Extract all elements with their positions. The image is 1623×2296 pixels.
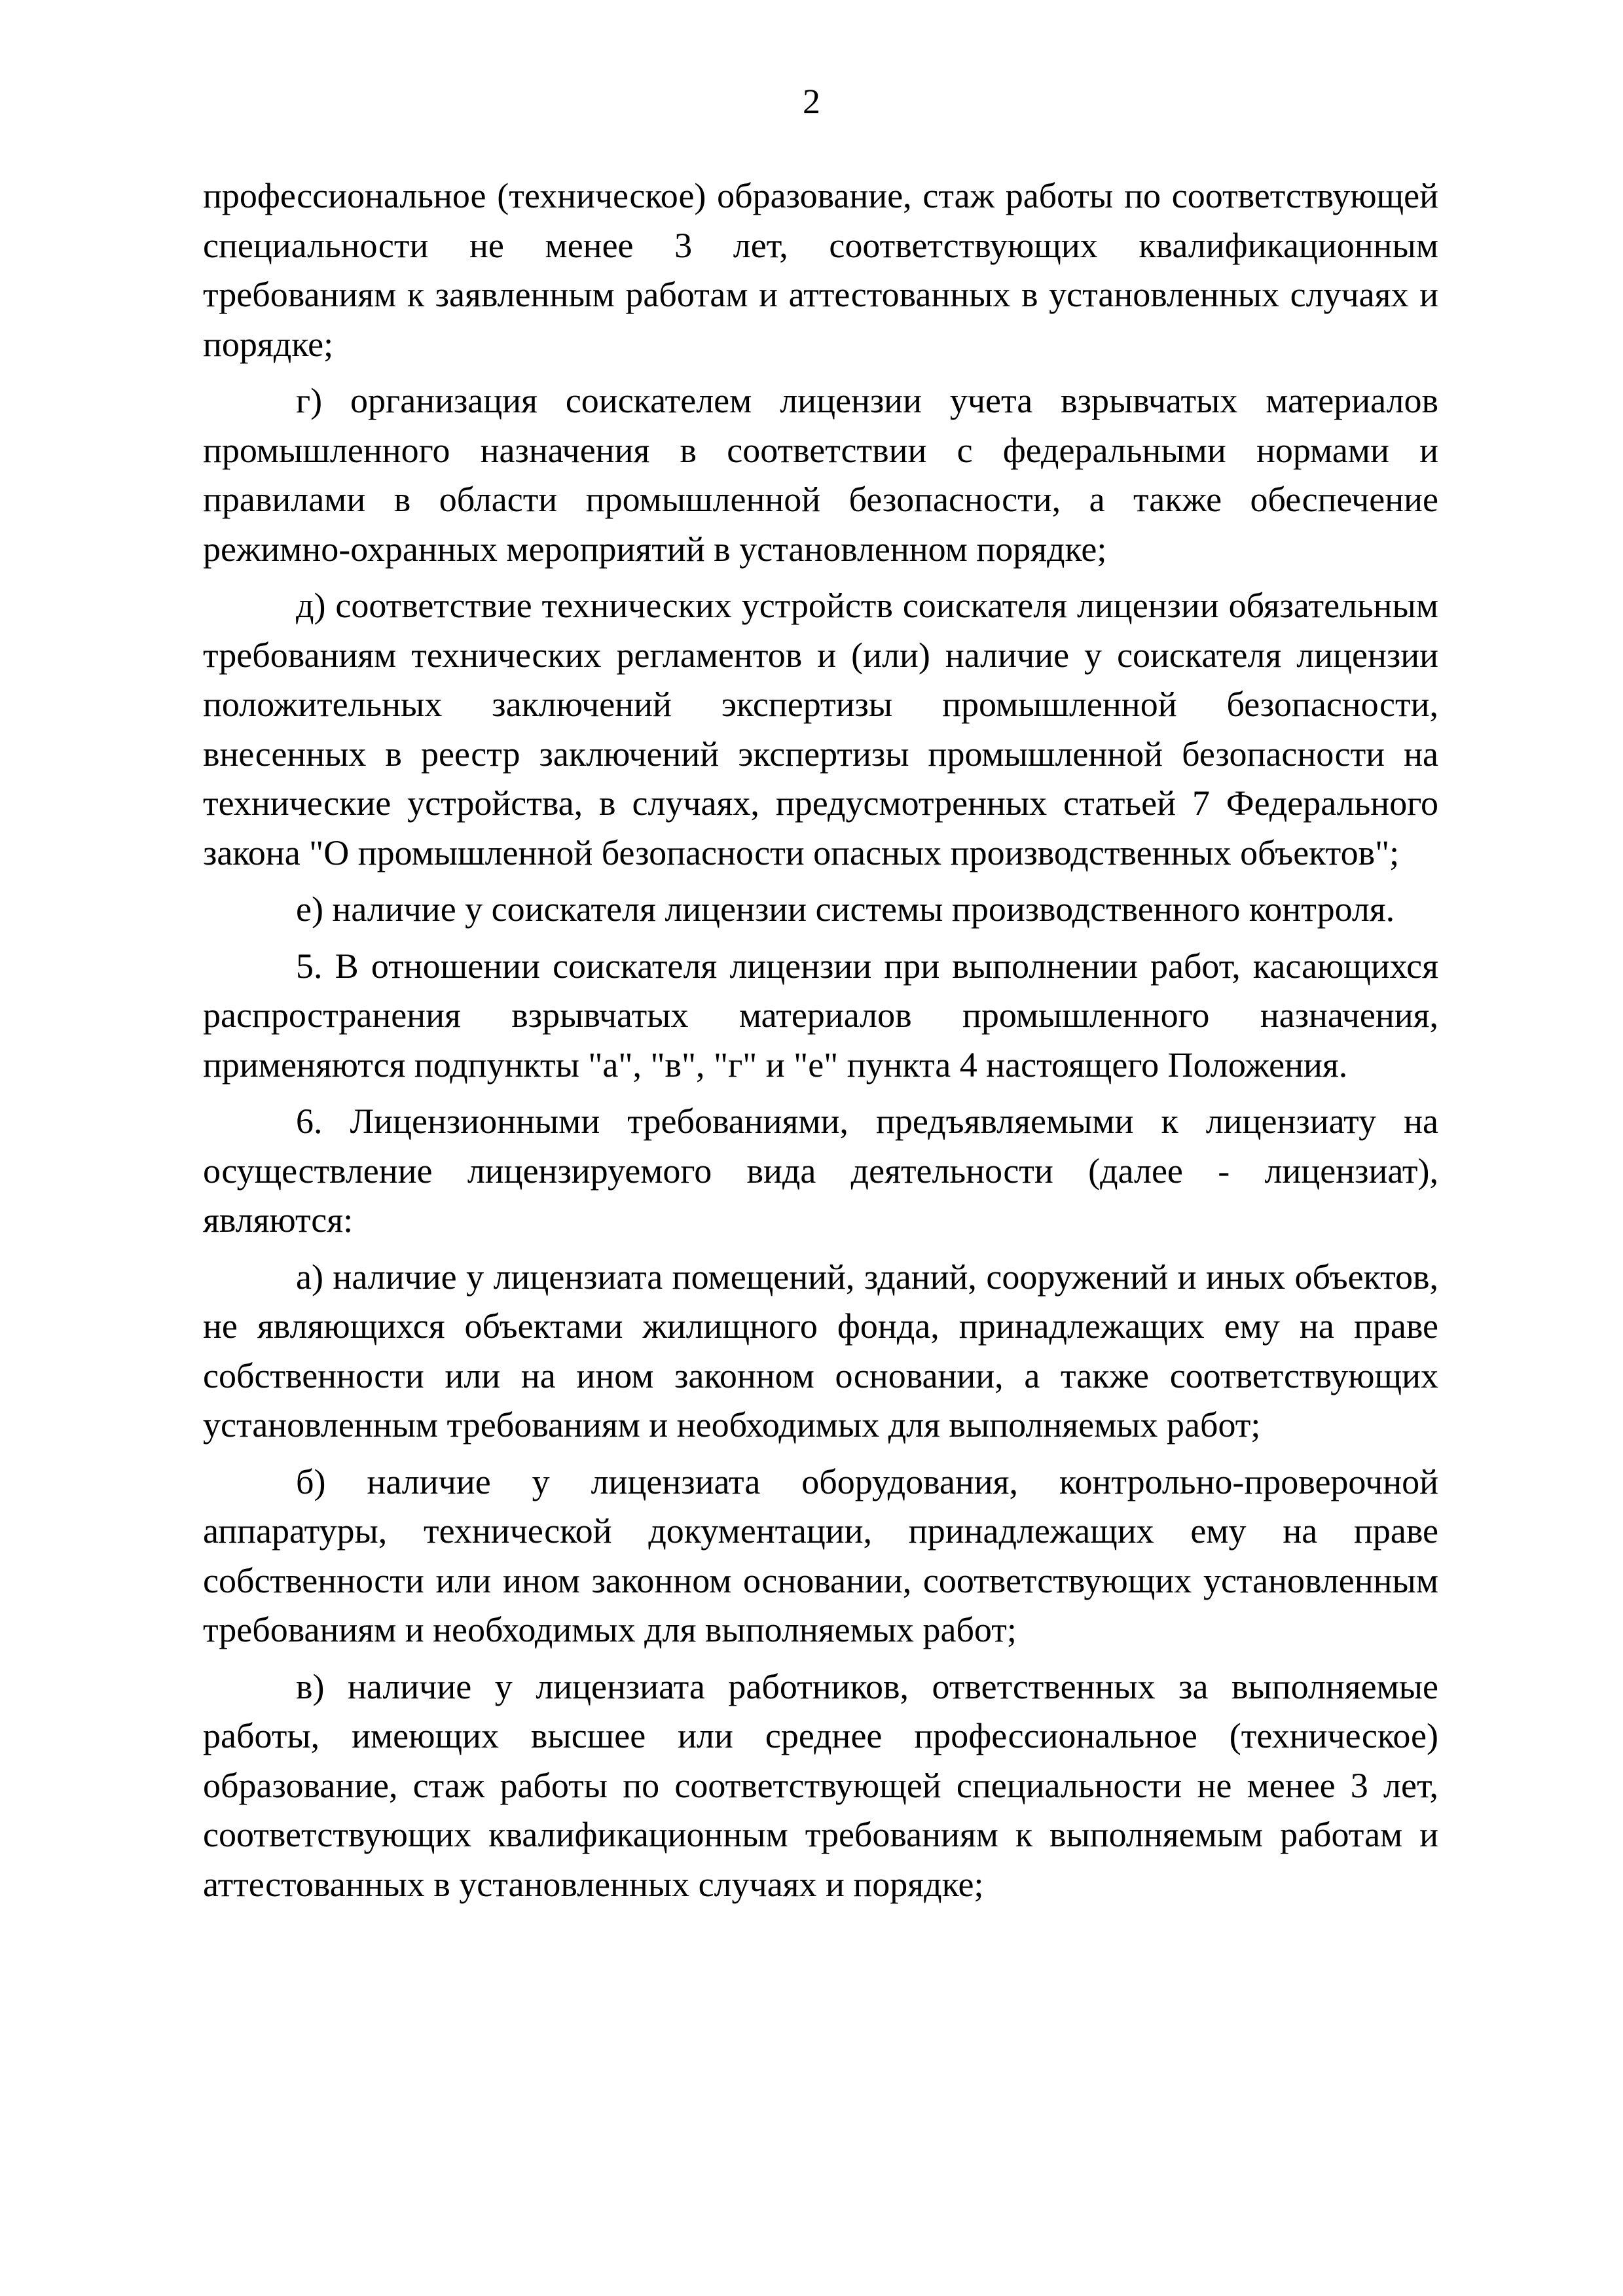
paragraph-item-g: г) организация соискателем лицензии учета взрывчатых материалов промышленного назначения в соответствии с федеральными нормами и правилами в области промышленной безопасности, а также обеспечение режимно-охранных мероприятий в установленном порядке; (203, 381, 1438, 569)
paragraph-item-b: б) наличие у лицензиата оборудования, контрольно-проверочной аппаратуры, технической документации, принадлежащих ему на праве собственности или ином законном основании, соответствующих установленным требованиям и необходимых для выполняемых работ; (203, 1462, 1438, 1649)
paragraph-item-d: д) соответствие технических устройств соискателя лицензии обязательным требованиям технических регламентов и (или) наличие у соискателя лицензии положительных заключений экспертизы промышленной безопасности, внесенных в реестр заключений экспертизы промышленной безопасности на технические устройства, в случаях, предусмотренных статьей 7 Федерального закона "О промышленной безопасности опасных производственных объектов"; (203, 586, 1438, 872)
paragraph-clause-6: 6. Лицензионными требованиями, предъявляемыми к лицензиату на осуществление лицензируемого вида деятельности (далее - лицензиат), являются: (203, 1102, 1438, 1240)
page-number: 2 (803, 82, 820, 121)
paragraph-item-v: в) наличие у лицензиата работников, ответственных за выполняемые работы, имеющих высшее или среднее профессиональное (техническое) образование, стаж работы по соответствующей специальности не менее 3 лет, соответствующих квалификационным требованиям к выполняемым работам и аттестованных в установленных случаях и порядке; (203, 1666, 1438, 1904)
document-body (203, 171, 1438, 1916)
paragraph-clause-5: 5. В отношении соискателя лицензии при выполнении работ, касающихся распространения взрывчатых материалов промышленного назначения, применяются подпункты "а", "в", "г" и "е" пункта 4 настоящего Положения. (203, 946, 1438, 1085)
paragraph-item-a: а) наличие у лицензиата помещений, зданий, сооружений и иных объектов, не являющихся объектами жилищного фонда, принадлежащих ему на праве собственности или на ином законном основании, а также соответствующих установленным требованиям и необходимых для выполняемых работ; (203, 1257, 1438, 1444)
paragraph-continuation: профессиональное (техническое) образование, стаж работы по соответствующей специальности не менее 3 лет, соответствующих квалификационным требованиям к заявленным работам и аттестованных в установленных случаях и порядке; (203, 176, 1438, 364)
paragraph-item-e: е) наличие у соискателя лицензии системы производственного контроля. (296, 889, 1395, 929)
